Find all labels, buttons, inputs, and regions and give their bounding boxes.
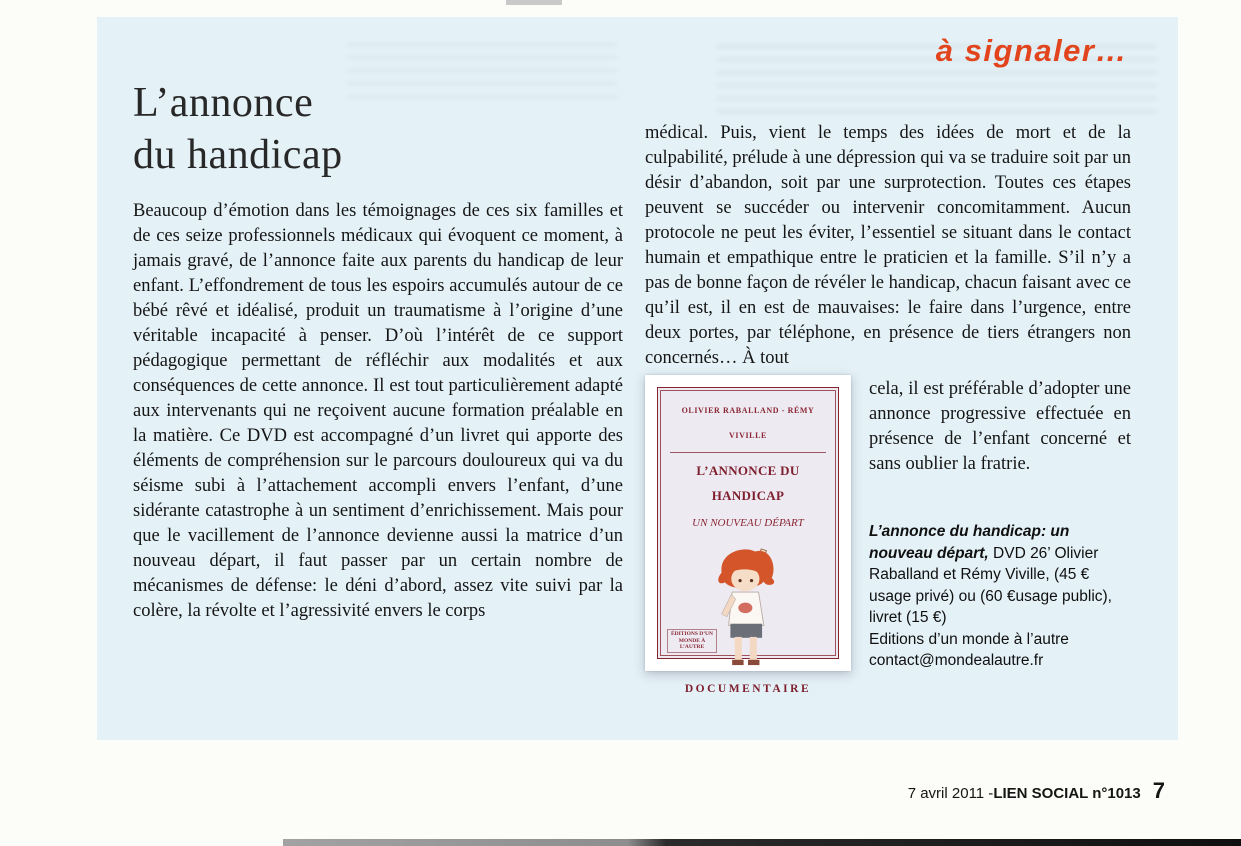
caption-details: DVD 26’ Olivier Raballand et Rémy Viville, (45 € usage privé) ou (60 €usage public), livret (15 €)	[869, 544, 1112, 626]
section-flag: à signaler…	[935, 33, 1128, 68]
footer-journal-name: LIEN SOCIAL n°1013	[993, 785, 1141, 802]
footer-date: 7 avril 2011 -	[907, 785, 994, 802]
right-column-paragraph: médical. Puis, vient le temps des idées de mort et de la culpabilité, prélude à une dépression qui va se traduire soit par un désir d’abandon, soit par une surprotection. Toutes ces étapes peuvent se succéder ou intervenir concomitamment. Aucun protocole ne peut les éviter, l’essentiel se situant dans le contact humain et empathique entre le praticien et la famille. S’il n’y a pas de bonne façon de révéler le handicap, chacun faisant avec ce qu’il est, il en est de mauvaises: le faire dans l’urgence, entre deux portes, par téléphone, en présence de tiers étrangers non concernés… À tout	[645, 123, 1131, 368]
caption-title: L’annonce du handicap: un nouveau départ,	[869, 523, 1070, 562]
scan-edge-artifact	[283, 839, 1241, 846]
page-footer	[908, 778, 1165, 804]
page-number: 7	[1152, 778, 1165, 803]
dvd-genre: DOCUMENTAIRE	[684, 683, 812, 695]
article-panel	[97, 17, 1178, 740]
article-title	[133, 77, 343, 181]
scan-edge-artifact	[506, 0, 562, 5]
article-left-column	[133, 199, 623, 624]
article-right-column	[645, 121, 1131, 695]
dvd-illustration-girl	[666, 539, 830, 675]
article-title-line1: L’annonce	[133, 80, 314, 126]
right-column-wrap-paragraph: cela, il est préférable d’adopter une annonce progressive effectuée en présence de l’enfant concerné et sans oublier la fratrie.	[869, 379, 1131, 474]
caption-publisher: Editions d’un monde à l’autre	[869, 630, 1069, 648]
dvd-cover	[657, 387, 839, 695]
contact-email: contact@mondealautre.fr	[869, 652, 1044, 669]
dvd-cover-photo	[645, 375, 851, 695]
dvd-publisher-logo: ÉDITIONS D’UN MONDE À L’AUTRE	[667, 629, 717, 653]
scan-bleedthrough-artifact	[347, 43, 617, 101]
article-title-line2: du handicap	[133, 132, 343, 178]
dvd-title: L’ANNONCE DU HANDICAP	[696, 463, 800, 503]
dvd-subtitle: UN NOUVEAU DÉPART	[692, 517, 804, 529]
left-column-paragraph: Beaucoup d’émotion dans les témoignages de ces six familles et de ces seize professionnels médicaux qui évoquent ce moment, à jamais gravé, de l’annonce faite aux parents du handicap de leur enfant. L’effondrement de tous les espoirs accumulés autour de ce bébé rêvé et idéalisé, produit un traumatisme à l’origine d’une véritable incapacité à penser. D’où l’intérêt de ce support pédagogique permettant de réfléchir aux modalités et aux conséquences de cette annonce. Il est tout particulièrement adapté aux intervenants qui ne reçoivent aucune formation préalable en la matière. Ce DVD est accompagné d’un livret qui apporte des éléments de compréhension sur le parcours douloureux qui va du séisme subi à l’attachement accompli envers l’enfant, d’une sidérante catastrophe à un sentiment d’enrichissement. Mais pour que le vacillement de l’annonce devienne aussi la matrice d’un nouveau départ, il faut passer par un certain nombre de mécanismes de défense: le déni d’abord, assez vite suivi par la colère, la révolte et l’agressivité envers le corps	[133, 201, 623, 621]
dvd-authors: OLIVIER RABALLAND - RÉMY VIVILLE	[670, 398, 826, 453]
